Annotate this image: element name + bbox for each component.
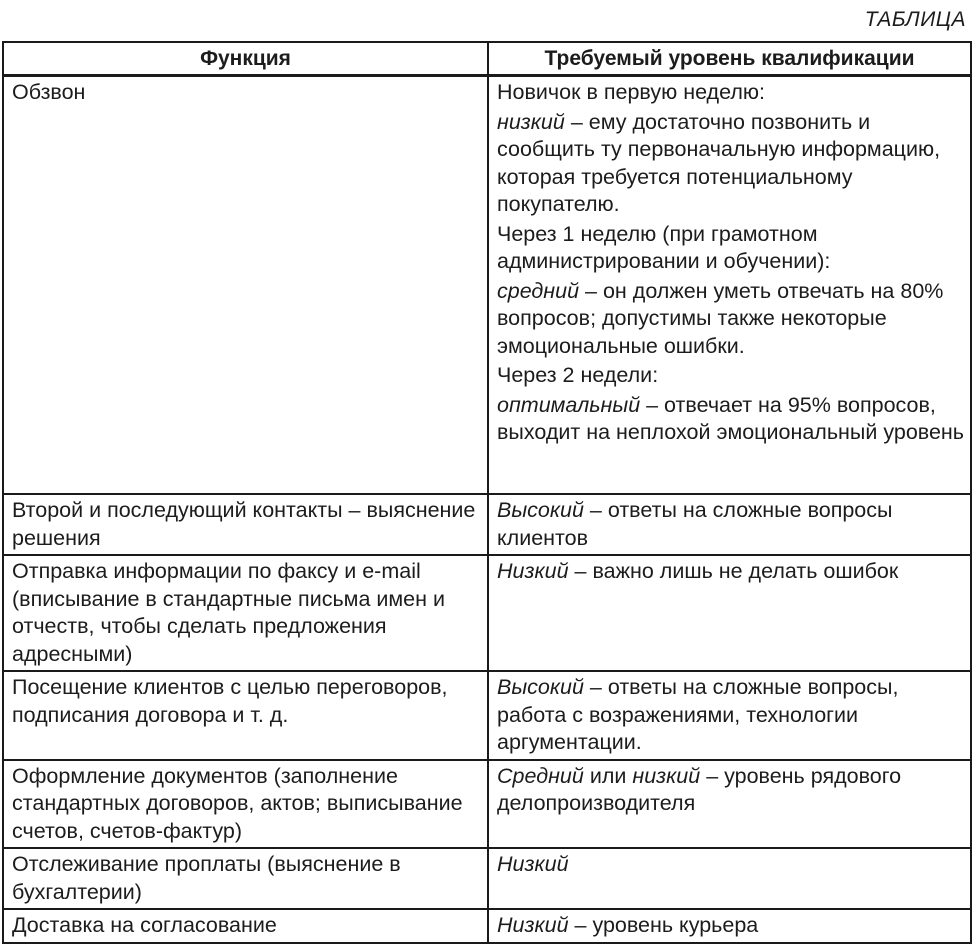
header-level: Требуемый уровень квалификации	[488, 42, 971, 76]
level-term: средний	[497, 278, 580, 303]
cell-level	[488, 760, 971, 849]
level-term: Средний	[497, 763, 584, 788]
level-term: Низкий	[497, 559, 569, 583]
cell-function: Доставка на согласование	[3, 909, 488, 943]
level-desc: – уровень рядового делопроизводителя	[497, 763, 902, 815]
level-desc: – ответы на сложные вопросы, работа с возражениями, технологии аргументации.	[497, 675, 899, 754]
level-desc: – ему достаточно позвонить и сообщить ту первоначальную информацию, которая требуется потенциальному покупателю.	[497, 109, 941, 216]
level-desc: – важно лишь не делать ошибок	[568, 559, 899, 583]
table-caption: ТАБЛИЦА	[864, 8, 966, 31]
table-header-row	[3, 42, 971, 76]
level-term: низкий	[497, 109, 565, 134]
level-paragraph: Новичок в первую неделю:	[497, 80, 765, 104]
level-term: оптимальный	[497, 392, 641, 417]
cell-function: Отслеживание проплаты (выяснение в бухгалтерии)	[3, 848, 488, 909]
level-paragraph	[497, 392, 964, 447]
cell-level	[488, 76, 971, 495]
table-row	[3, 760, 971, 849]
cell-level	[488, 555, 971, 671]
header-function: Функция	[3, 42, 488, 76]
level-term: Низкий	[497, 913, 569, 937]
cell-function: Посещение клиентов с целью переговоров, подписания договора и т. д.	[3, 671, 488, 760]
table-row	[3, 848, 971, 909]
level-desc: – он должен уметь отвечать на 80% вопросов; допустимы также некоторые эмоциональные ошибки.	[497, 278, 944, 358]
level-term: Низкий	[497, 852, 569, 876]
cell-function: Оформление документов (заполнение стандартных договоров, актов; выписывание счетов, счетов-фактур)	[3, 760, 488, 849]
table-row	[3, 494, 971, 555]
level-conj: или	[583, 763, 633, 788]
table-row	[3, 671, 971, 760]
cell-function: Второй и последующий контакты – выяснение решения	[3, 494, 488, 555]
cell-function: Отправка информации по факсу и e-mail (вписывание в стандартные письма имен и отчеств, чтобы сделать предложения адресными)	[3, 555, 488, 671]
level-paragraph: Через 1 неделю (при грамотном администрировании и обучении):	[497, 221, 831, 273]
table-row	[3, 555, 971, 671]
table-row	[3, 909, 971, 943]
level-term: низкий	[632, 763, 701, 788]
cell-level	[488, 494, 971, 555]
table-row	[3, 76, 971, 495]
cell-level	[488, 909, 971, 943]
cell-function: Обзвон	[3, 76, 488, 495]
level-paragraph: Через 2 недели:	[497, 363, 659, 387]
level-desc: – уровень курьера	[568, 913, 759, 937]
level-paragraph	[497, 109, 964, 219]
cell-level	[488, 848, 971, 909]
level-term: Высокий	[497, 675, 584, 699]
cell-level	[488, 671, 971, 760]
level-paragraph	[497, 278, 964, 361]
level-term: Высокий	[497, 498, 584, 522]
level-desc: – ответы на сложные вопросы клиентов	[497, 498, 893, 550]
qualification-table	[2, 41, 972, 944]
level-desc: – отвечает на 95% вопросов, выходит на неплохой эмоциональный уровень	[497, 392, 964, 444]
